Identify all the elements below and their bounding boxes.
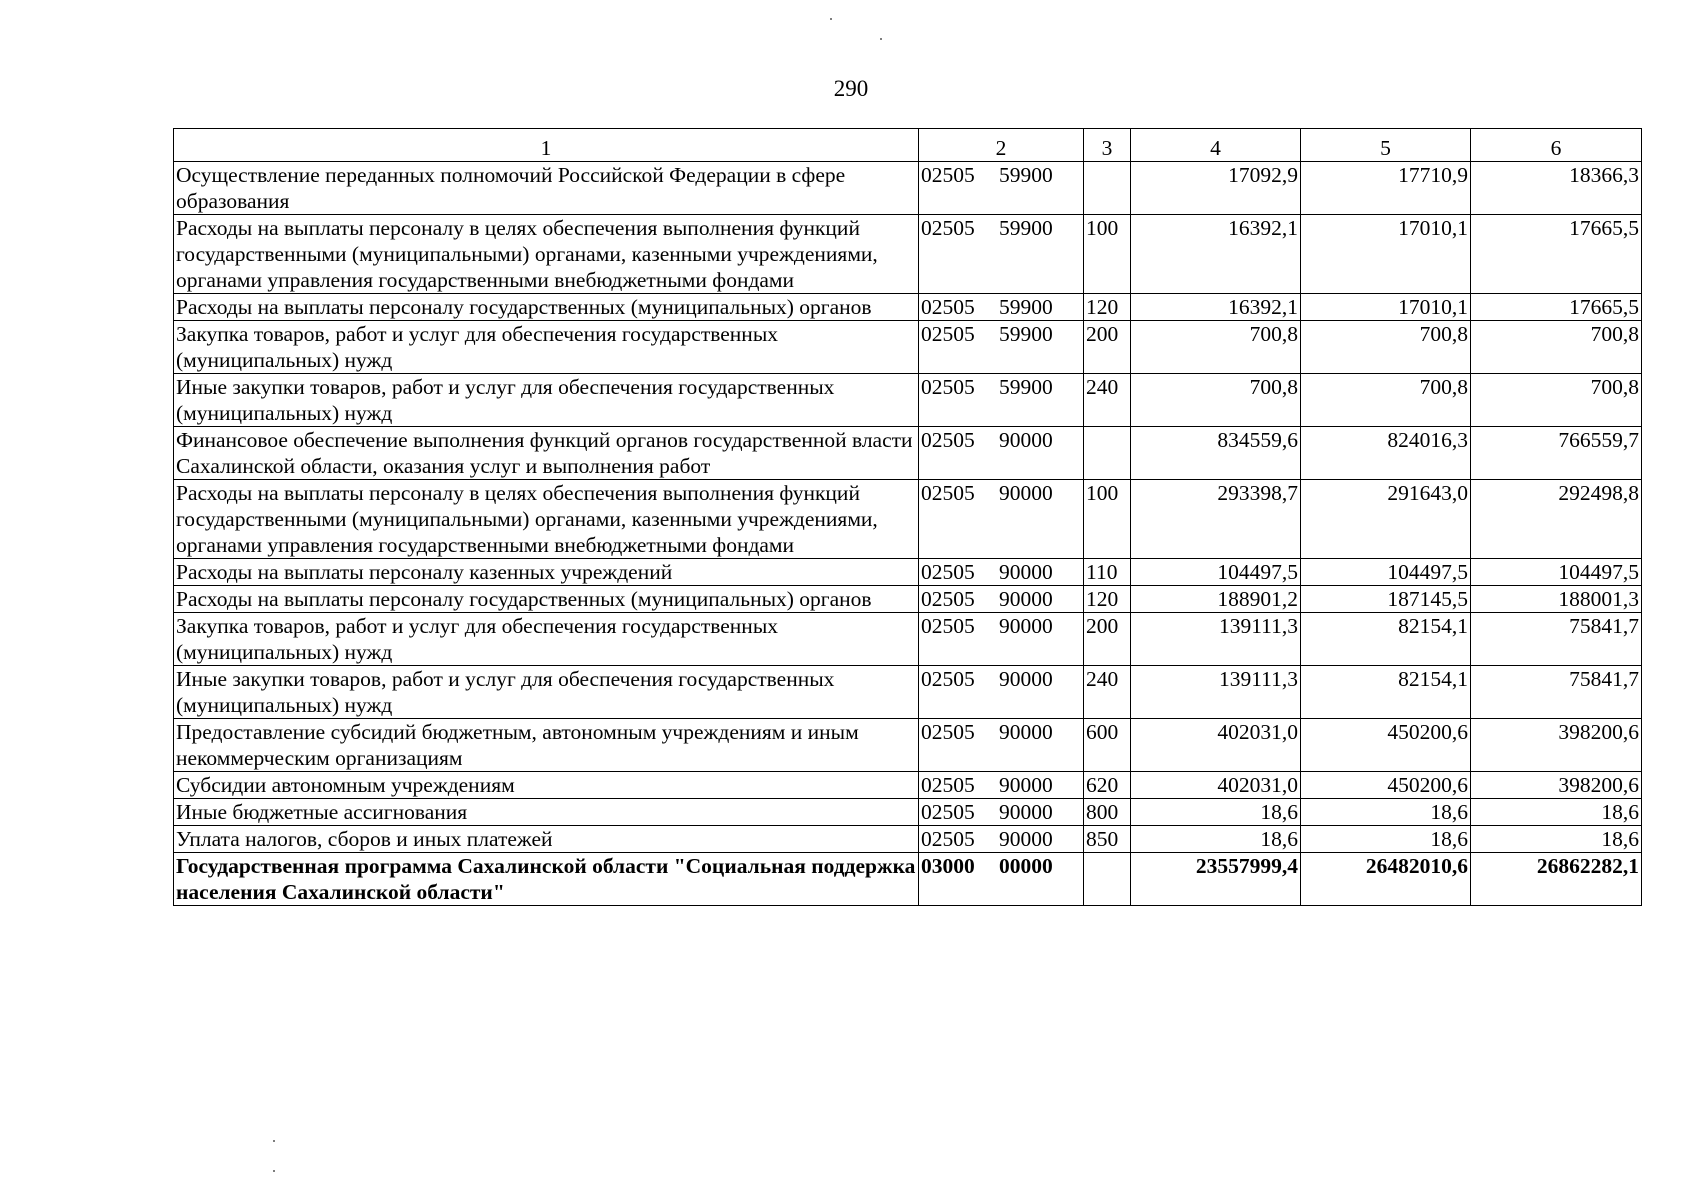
row-amount-v5: 450200,6 <box>1301 719 1471 772</box>
row-code-program: 02505 <box>921 827 975 851</box>
table-row <box>174 853 1642 906</box>
table-row <box>174 666 1642 719</box>
row-code-direction: 59900 <box>999 295 1053 319</box>
row-amount-v6: 26862282,1 <box>1471 853 1642 906</box>
row-code-program: 02505 <box>921 614 975 638</box>
row-code-program: 02505 <box>921 800 975 824</box>
table-row <box>174 719 1642 772</box>
row-amount-v4: 23557999,4 <box>1131 853 1301 906</box>
row-amount-v5: 291643,0 <box>1301 480 1471 559</box>
row-code-program: 02505 <box>921 295 975 319</box>
row-amount-v5: 18,6 <box>1301 826 1471 853</box>
row-amount-v4: 293398,7 <box>1131 480 1301 559</box>
scan-speck <box>273 1140 275 1142</box>
row-amount-v4: 18,6 <box>1131 826 1301 853</box>
table-body <box>174 162 1642 906</box>
row-amount-v4: 402031,0 <box>1131 719 1301 772</box>
table-row <box>174 586 1642 613</box>
row-expense-type: 100 <box>1084 215 1131 294</box>
row-code-program: 02505 <box>921 720 975 744</box>
table-row <box>174 826 1642 853</box>
row-amount-v6: 17665,5 <box>1471 294 1642 321</box>
row-name: Иные закупки товаров, работ и услуг для обеспечения государственных (муниципальных) нужд <box>174 666 919 719</box>
row-amount-v5: 104497,5 <box>1301 559 1471 586</box>
row-amount-v4: 188901,2 <box>1131 586 1301 613</box>
row-amount-v6: 18,6 <box>1471 826 1642 853</box>
row-code-program: 02505 <box>921 587 975 611</box>
row-code <box>919 826 1084 853</box>
row-code-direction: 59900 <box>999 322 1053 346</box>
row-amount-v4: 834559,6 <box>1131 427 1301 480</box>
row-amount-v6: 75841,7 <box>1471 666 1642 719</box>
row-code-direction: 59900 <box>999 375 1053 399</box>
row-amount-v4: 16392,1 <box>1131 294 1301 321</box>
page-number: 290 <box>833 76 869 101</box>
row-code <box>919 559 1084 586</box>
row-code <box>919 853 1084 906</box>
row-code-program: 02505 <box>921 667 975 691</box>
row-expense-type: 600 <box>1084 719 1131 772</box>
row-name: Расходы на выплаты персоналу государственных (муниципальных) органов <box>174 586 919 613</box>
row-amount-v5: 450200,6 <box>1301 772 1471 799</box>
row-code <box>919 719 1084 772</box>
row-amount-v5: 82154,1 <box>1301 666 1471 719</box>
table-row <box>174 799 1642 826</box>
row-code-direction: 90000 <box>999 800 1053 824</box>
header-col-2: 2 <box>919 129 1084 162</box>
row-name: Расходы на выплаты персоналу казенных учреждений <box>174 559 919 586</box>
row-code-direction: 59900 <box>999 163 1053 187</box>
row-expense-type: 850 <box>1084 826 1131 853</box>
row-code-direction: 90000 <box>999 827 1053 851</box>
row-expense-type: 120 <box>1084 294 1131 321</box>
header-row <box>174 129 1642 162</box>
row-name: Расходы на выплаты персоналу в целях обеспечения выполнения функций государственными (муниципальными) органами, казенными учреждениями, органами управления государственными внебюджетными фондами <box>174 480 919 559</box>
row-name: Закупка товаров, работ и услуг для обеспечения государственных (муниципальных) нужд <box>174 613 919 666</box>
scan-speck <box>273 1170 275 1172</box>
row-code-direction: 90000 <box>999 667 1053 691</box>
row-expense-type: 120 <box>1084 586 1131 613</box>
row-code <box>919 321 1084 374</box>
row-code-program: 02505 <box>921 481 975 505</box>
row-code-direction: 90000 <box>999 587 1053 611</box>
header-col-3: 3 <box>1084 129 1131 162</box>
table-row <box>174 559 1642 586</box>
row-code <box>919 215 1084 294</box>
row-name: Расходы на выплаты персоналу государственных (муниципальных) органов <box>174 294 919 321</box>
row-amount-v5: 17010,1 <box>1301 294 1471 321</box>
row-code-direction: 90000 <box>999 428 1053 452</box>
table-row <box>174 613 1642 666</box>
row-expense-type: 800 <box>1084 799 1131 826</box>
row-amount-v6: 18366,3 <box>1471 162 1642 215</box>
row-amount-v6: 700,8 <box>1471 374 1642 427</box>
row-amount-v4: 16392,1 <box>1131 215 1301 294</box>
table-row <box>174 321 1642 374</box>
row-expense-type: 200 <box>1084 321 1131 374</box>
row-code-direction: 90000 <box>999 773 1053 797</box>
row-amount-v5: 824016,3 <box>1301 427 1471 480</box>
row-amount-v4: 18,6 <box>1131 799 1301 826</box>
table-row <box>174 772 1642 799</box>
row-amount-v4: 104497,5 <box>1131 559 1301 586</box>
row-expense-type: 620 <box>1084 772 1131 799</box>
row-code-direction: 90000 <box>999 560 1053 584</box>
row-name: Закупка товаров, работ и услуг для обеспечения государственных (муниципальных) нужд <box>174 321 919 374</box>
row-amount-v6: 766559,7 <box>1471 427 1642 480</box>
row-amount-v6: 18,6 <box>1471 799 1642 826</box>
row-name: Предоставление субсидий бюджетным, автономным учреждениям и иным некоммерческим организациям <box>174 719 919 772</box>
row-name: Уплата налогов, сборов и иных платежей <box>174 826 919 853</box>
row-code <box>919 427 1084 480</box>
row-amount-v5: 26482010,6 <box>1301 853 1471 906</box>
row-code-direction: 90000 <box>999 481 1053 505</box>
budget-table <box>173 128 1642 906</box>
row-expense-type: 240 <box>1084 666 1131 719</box>
row-code-program: 02505 <box>921 216 975 240</box>
row-code-program: 02505 <box>921 375 975 399</box>
row-amount-v5: 700,8 <box>1301 321 1471 374</box>
row-code <box>919 162 1084 215</box>
row-name: Финансовое обеспечение выполнения функций органов государственной власти Сахалинской области, оказания услуг и выполнения работ <box>174 427 919 480</box>
row-amount-v5: 187145,5 <box>1301 586 1471 613</box>
row-expense-type <box>1084 853 1131 906</box>
row-amount-v5: 17710,9 <box>1301 162 1471 215</box>
row-amount-v5: 17010,1 <box>1301 215 1471 294</box>
row-code <box>919 480 1084 559</box>
row-code <box>919 772 1084 799</box>
row-name: Государственная программа Сахалинской области "Социальная поддержка населения Сахалинской области" <box>174 853 919 906</box>
row-name: Субсидии автономным учреждениям <box>174 772 919 799</box>
row-name: Иные бюджетные ассигнования <box>174 799 919 826</box>
row-amount-v4: 17092,9 <box>1131 162 1301 215</box>
row-code-program: 02505 <box>921 773 975 797</box>
row-code-program: 02505 <box>921 428 975 452</box>
table-row <box>174 427 1642 480</box>
row-amount-v6: 188001,3 <box>1471 586 1642 613</box>
row-name: Расходы на выплаты персоналу в целях обеспечения выполнения функций государственными (муниципальными) органами, казенными учреждениями, органами управления государственными внебюджетными фондами <box>174 215 919 294</box>
row-amount-v4: 700,8 <box>1131 374 1301 427</box>
row-amount-v6: 398200,6 <box>1471 719 1642 772</box>
row-amount-v6: 104497,5 <box>1471 559 1642 586</box>
row-code-program: 02505 <box>921 560 975 584</box>
scan-speck <box>830 18 832 20</box>
row-amount-v5: 700,8 <box>1301 374 1471 427</box>
row-amount-v6: 75841,7 <box>1471 613 1642 666</box>
row-amount-v4: 700,8 <box>1131 321 1301 374</box>
table-row <box>174 374 1642 427</box>
row-expense-type: 200 <box>1084 613 1131 666</box>
row-code-program: 03000 <box>921 854 975 878</box>
row-name: Осуществление переданных полномочий Российской Федерации в сфере образования <box>174 162 919 215</box>
row-amount-v6: 17665,5 <box>1471 215 1642 294</box>
row-amount-v4: 402031,0 <box>1131 772 1301 799</box>
row-amount-v4: 139111,3 <box>1131 613 1301 666</box>
row-code <box>919 294 1084 321</box>
row-amount-v6: 398200,6 <box>1471 772 1642 799</box>
header-col-1: 1 <box>174 129 919 162</box>
row-expense-type: 240 <box>1084 374 1131 427</box>
row-code <box>919 613 1084 666</box>
row-code <box>919 586 1084 613</box>
header-col-5: 5 <box>1301 129 1471 162</box>
row-amount-v4: 139111,3 <box>1131 666 1301 719</box>
row-code-direction: 90000 <box>999 720 1053 744</box>
row-code <box>919 799 1084 826</box>
row-code-program: 02505 <box>921 322 975 346</box>
row-code <box>919 374 1084 427</box>
row-code-direction: 59900 <box>999 216 1053 240</box>
scan-speck <box>880 38 882 40</box>
row-amount-v5: 82154,1 <box>1301 613 1471 666</box>
row-code <box>919 666 1084 719</box>
row-expense-type <box>1084 427 1131 480</box>
row-amount-v6: 700,8 <box>1471 321 1642 374</box>
row-amount-v5: 18,6 <box>1301 799 1471 826</box>
table-row <box>174 480 1642 559</box>
header-col-4: 4 <box>1131 129 1301 162</box>
table-row <box>174 294 1642 321</box>
header-col-6: 6 <box>1471 129 1642 162</box>
table-row <box>174 215 1642 294</box>
row-code-program: 02505 <box>921 163 975 187</box>
row-expense-type <box>1084 162 1131 215</box>
row-amount-v6: 292498,8 <box>1471 480 1642 559</box>
row-code-direction: 00000 <box>999 854 1053 878</box>
row-name: Иные закупки товаров, работ и услуг для обеспечения государственных (муниципальных) нужд <box>174 374 919 427</box>
table-row <box>174 162 1642 215</box>
row-expense-type: 100 <box>1084 480 1131 559</box>
row-code-direction: 90000 <box>999 614 1053 638</box>
row-expense-type: 110 <box>1084 559 1131 586</box>
